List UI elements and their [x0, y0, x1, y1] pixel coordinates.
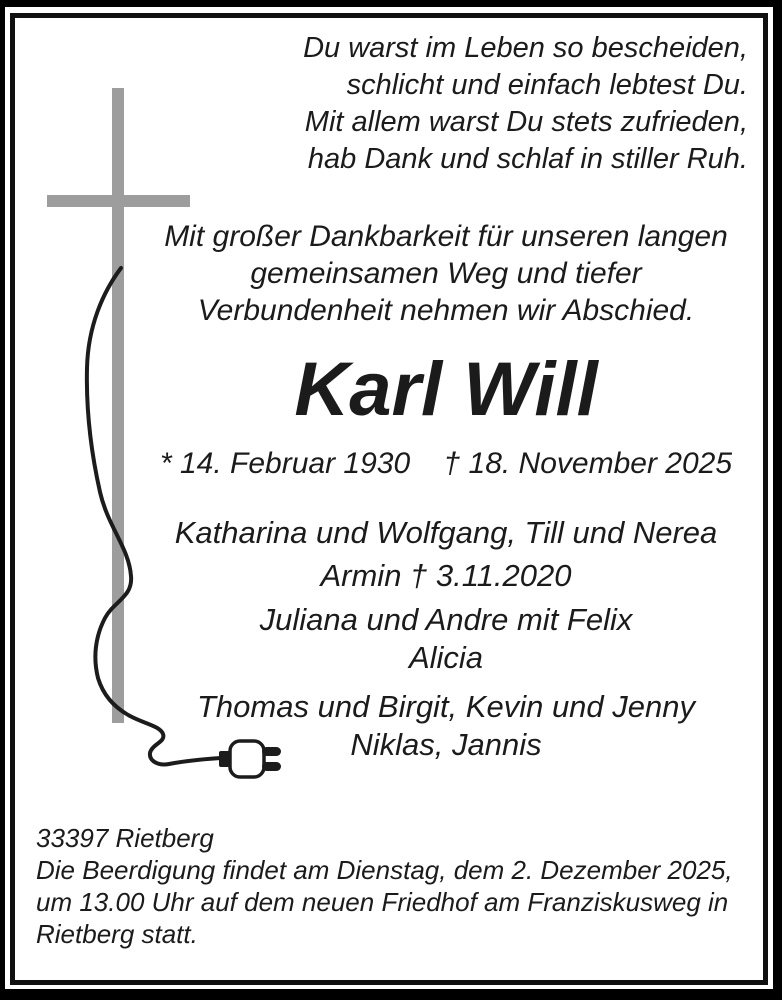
mourners-list	[110, 514, 782, 764]
tribute-line: gemeinsamen Weg und tiefer	[250, 257, 642, 290]
mourner-line: Katharina und Wolfgang, Till und Nerea	[174, 515, 718, 550]
verse-line: Mit allem warst Du stets zufrieden,	[304, 106, 748, 138]
funeral-info	[36, 822, 733, 950]
mourner-line: Armin † 3.11.2020	[320, 558, 572, 593]
deceased-name: Karl Will	[294, 347, 598, 432]
funeral-info-line: Rietberg statt.	[36, 919, 198, 949]
verse-line: schlicht und einfach lebtest Du.	[346, 69, 748, 101]
birth-death-dates: * 14. Februar 1930 † 18. November 2025	[159, 447, 733, 480]
verse-line: hab Dank und schlaf in stiller Ruh.	[307, 143, 748, 175]
memorial-verse	[303, 30, 748, 178]
mourner-line: Thomas und Birgit, Kevin und Jenny	[197, 689, 695, 724]
mourner-line: Alicia	[408, 640, 484, 675]
mourner-line: Juliana und Andre mit Felix	[259, 602, 633, 637]
tribute-line: Mit großer Dankbarkeit für unseren langen	[164, 220, 728, 253]
tribute-line: Verbundenheit nehmen wir Abschied.	[197, 294, 695, 327]
mourner-line: Niklas, Jannis	[350, 727, 542, 762]
funeral-info-line: um 13.00 Uhr auf dem neuen Friedhof am Franziskusweg in	[36, 887, 729, 917]
funeral-info-line: 33397 Rietberg	[36, 823, 214, 853]
funeral-info-line: Die Beerdigung findet am Dienstag, dem 2. Dezember 2025,	[36, 855, 733, 885]
tribute-text	[110, 218, 782, 329]
verse-line: Du warst im Leben so bescheiden,	[303, 32, 748, 64]
